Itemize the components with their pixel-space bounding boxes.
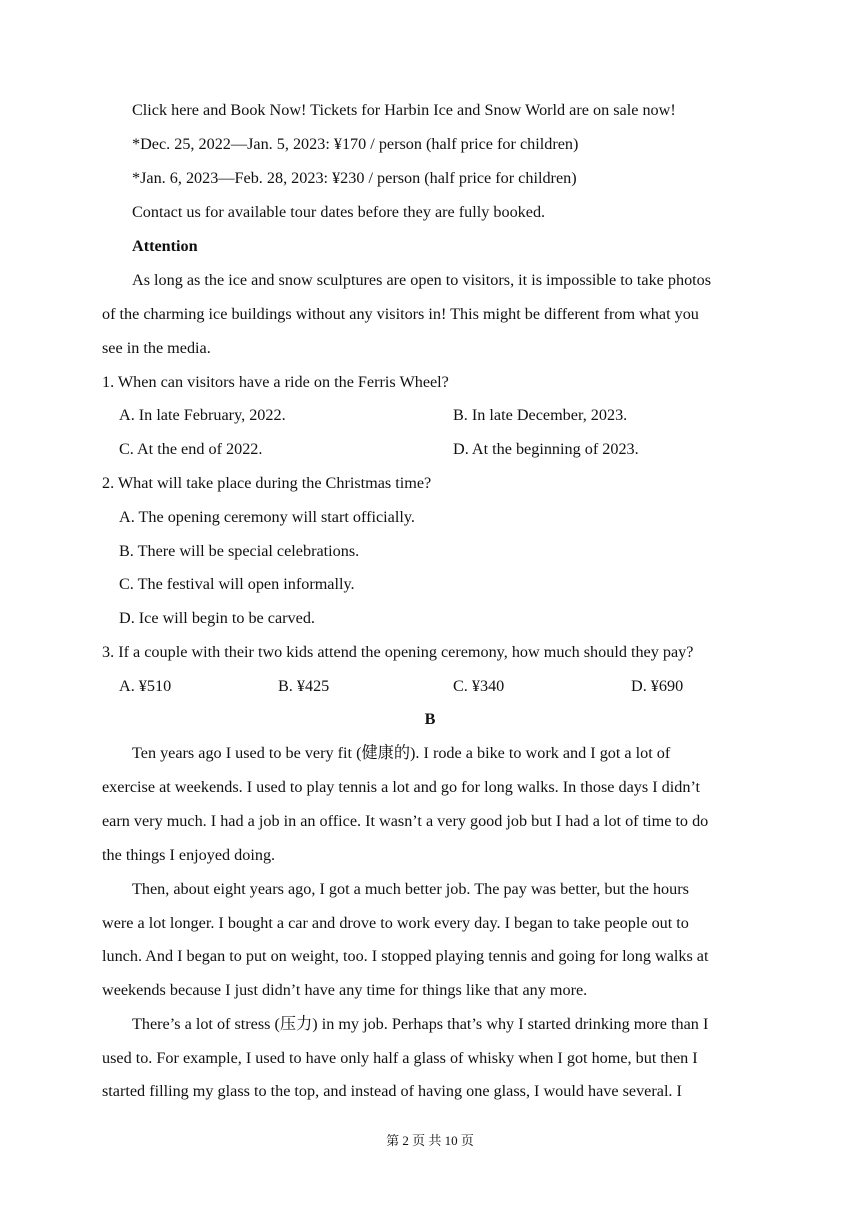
question-2-option-c: C. The festival will open informally. <box>119 575 355 593</box>
passage-line: Ten years ago I used to be very fit (健康的). I rode a bike to work and I got a lot of <box>132 744 671 762</box>
attention-heading: Attention <box>132 237 198 255</box>
contact-line: Contact us for available tour dates before they are fully booked. <box>132 203 546 221</box>
passage-line: used to. For example, I used to have only half a glass of whisky when I got home, but then I <box>102 1049 698 1067</box>
passage-line: lunch. And I began to put on weight, too. I stopped playing tennis and going for long walks at <box>102 947 709 965</box>
attention-line: As long as the ice and snow sculptures are open to visitors, it is impossible to take photos <box>132 271 712 289</box>
price-line-2: *Jan. 6, 2023—Feb. 28, 2023: ¥230 / person (half price for children) <box>132 169 577 187</box>
passage-line: weekends because I just didn’t have any time for things like that any more. <box>102 981 588 999</box>
passage-line: There’s a lot of stress (压力) in my job. Perhaps that’s why I started drinking more than I <box>132 1015 709 1033</box>
passage-line: exercise at weekends. I used to play tennis a lot and go for long walks. In those days I didn’t <box>102 778 701 796</box>
passage-line: were a lot longer. I bought a car and drove to work every day. I began to take people out to <box>102 914 689 932</box>
question-3-stem: 3. If a couple with their two kids attend the opening ceremony, how much should they pay? <box>102 643 694 661</box>
question-2-option-d: D. Ice will begin to be carved. <box>119 609 315 627</box>
price-line-1: *Dec. 25, 2022—Jan. 5, 2023: ¥170 / person (half price for children) <box>132 135 579 153</box>
question-3-option-c: C. ¥340 <box>453 677 505 695</box>
question-3-option-b: B. ¥425 <box>278 677 330 695</box>
attention-line: of the charming ice buildings without any visitors in! This might be different from what you <box>102 305 699 323</box>
question-3-option-d: D. ¥690 <box>631 677 684 695</box>
question-1-option-a: A. In late February, 2022. <box>119 406 286 424</box>
book-now-line: Click here and Book Now! Tickets for Harbin Ice and Snow World are on sale now! <box>132 101 676 119</box>
question-3-option-a: A. ¥510 <box>119 677 172 695</box>
question-1-option-d: D. At the beginning of 2023. <box>453 440 639 458</box>
question-1-stem: 1. When can visitors have a ride on the Ferris Wheel? <box>102 373 449 391</box>
attention-line: see in the media. <box>102 339 211 357</box>
section-heading: B <box>424 710 436 728</box>
passage-line: earn very much. I had a job in an office. It wasn’t a very good job but I had a lot of time to do <box>102 812 709 830</box>
question-1-option-b: B. In late December, 2023. <box>453 406 628 424</box>
question-2-stem: 2. What will take place during the Christmas time? <box>102 474 432 492</box>
question-2-option-a: A. The opening ceremony will start officially. <box>119 508 415 526</box>
question-2-option-b: B. There will be special celebrations. <box>119 542 360 560</box>
passage-line: started filling my glass to the top, and instead of having one glass, I would have several. I <box>102 1082 682 1100</box>
question-1-option-c: C. At the end of 2022. <box>119 440 263 458</box>
passage-line: Then, about eight years ago, I got a much better job. The pay was better, but the hours <box>132 880 689 898</box>
passage-line: the things I enjoyed doing. <box>102 846 276 864</box>
page-number-footer: 第 2 页 共 10 页 <box>386 1133 474 1148</box>
